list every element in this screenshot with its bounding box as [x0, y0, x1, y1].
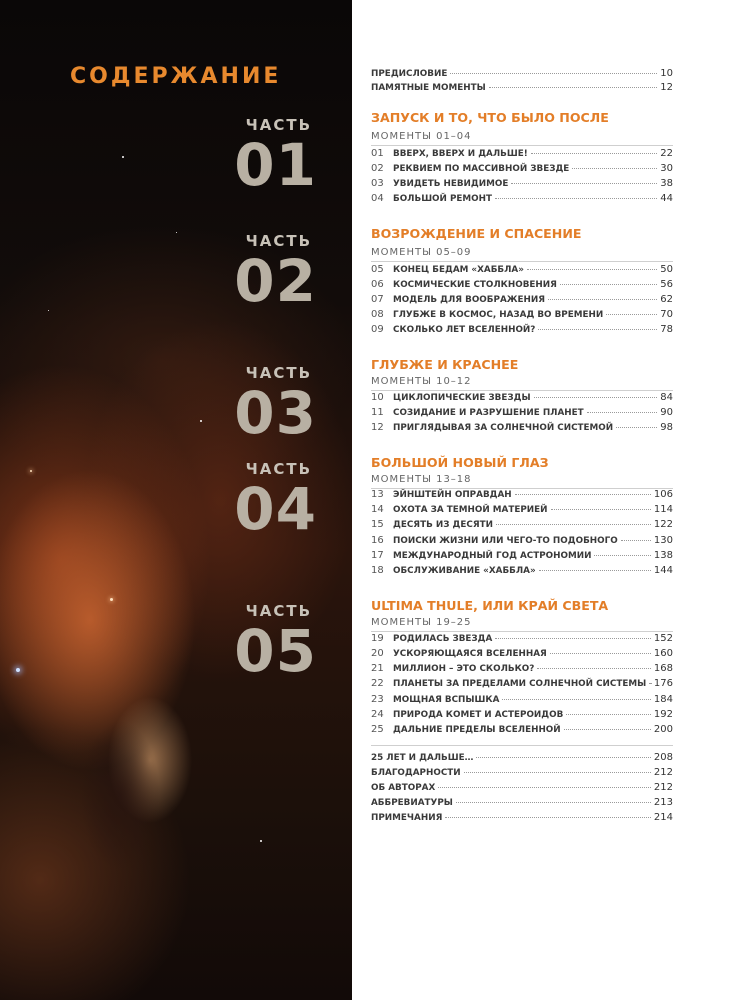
dust-pillar — [80, 720, 160, 870]
section-title[interactable]: ГЛУБЖЕ И КРАСНЕЕ — [371, 357, 519, 372]
entry-label: 25 ЛЕТ И ДАЛЬШЕ… — [371, 753, 474, 763]
leader-dots — [534, 396, 658, 398]
part-number: 02 — [234, 247, 317, 315]
entry-page: 50 — [660, 264, 673, 275]
toc-entry[interactable] — [371, 565, 673, 579]
entry-number: 14 — [371, 504, 384, 515]
contents-panel — [352, 0, 741, 1000]
entry-label: МИЛЛИОН – ЭТО СКОЛЬКО? — [393, 664, 535, 674]
toc-entry[interactable] — [371, 678, 673, 692]
entry-page: 22 — [660, 148, 673, 159]
section-moments: МОМЕНТЫ 13–18 — [371, 474, 472, 485]
entry-page: 144 — [653, 565, 673, 576]
entry-page: 122 — [653, 519, 673, 530]
entry-page: 212 — [653, 782, 673, 793]
toc-entry[interactable] — [371, 193, 673, 207]
entry-label: ПАМЯТНЫЕ МОМЕНТЫ — [371, 83, 486, 93]
leader-dots — [531, 152, 658, 154]
entry-number: 06 — [371, 279, 384, 290]
leader-dots — [616, 426, 657, 428]
leader-dots — [495, 637, 651, 639]
leader-dots — [587, 411, 658, 413]
entry-number: 21 — [371, 663, 384, 674]
toc-entry-preface[interactable] — [371, 68, 673, 82]
toc-entry[interactable] — [371, 663, 673, 677]
section-title[interactable]: БОЛЬШОЙ НОВЫЙ ГЛАЗ — [371, 455, 549, 470]
entry-label: СКОЛЬКО ЛЕТ ВСЕЛЕННОЙ? — [393, 325, 536, 335]
toc-entry[interactable] — [371, 407, 673, 421]
toc-entry-back[interactable] — [371, 752, 673, 766]
entry-label: ПРИГЛЯДЫВАЯ ЗА СОЛНЕЧНОЙ СИСТЕМОЙ — [393, 423, 614, 433]
entry-label: УВИДЕТЬ НЕВИДИМОЕ — [393, 179, 509, 189]
part-number: 03 — [234, 379, 317, 447]
entry-label: ПРЕДИСЛОВИЕ — [371, 69, 448, 79]
entry-page: 152 — [653, 633, 673, 644]
part-label: ЧАСТЬ — [245, 602, 312, 620]
entry-label: ПРИМЕЧАНИЯ — [371, 813, 443, 823]
part-label: ЧАСТЬ — [245, 116, 312, 134]
part-label: ЧАСТЬ — [245, 460, 312, 478]
entry-label: БОЛЬШОЙ РЕМОНТ — [393, 194, 493, 204]
entry-page: 78 — [660, 324, 673, 335]
leader-dots — [445, 816, 651, 818]
entry-label: ВВЕРХ, ВВЕРХ И ДАЛЬШЕ! — [393, 149, 528, 159]
leader-dots — [538, 328, 657, 330]
leader-dots — [476, 756, 650, 758]
leader-dots — [566, 713, 651, 715]
toc-entry[interactable] — [371, 535, 673, 549]
section-title[interactable]: ЗАПУСК И ТО, ЧТО БЫЛО ПОСЛЕ — [371, 110, 609, 125]
toc-entry[interactable] — [371, 324, 673, 338]
entry-label: МЕЖДУНАРОДНЫЙ ГОД АСТРОНОМИИ — [393, 551, 592, 561]
entry-page: 114 — [653, 504, 673, 515]
section-moments: МОМЕНТЫ 10–12 — [371, 376, 472, 387]
entry-label: РЕКВИЕМ ПО МАССИВНОЙ ЗВЕЗДЕ — [393, 164, 570, 174]
star — [48, 310, 49, 311]
space-image-panel — [0, 0, 352, 1000]
entry-page: 208 — [653, 752, 673, 763]
entry-page: 62 — [660, 294, 673, 305]
toc-entry[interactable] — [371, 489, 673, 503]
entry-number: 09 — [371, 324, 384, 335]
entry-number: 19 — [371, 633, 384, 644]
entry-page: 10 — [660, 68, 673, 79]
leader-dots — [550, 652, 651, 654]
divider — [371, 390, 673, 391]
entry-page: 38 — [660, 178, 673, 189]
entry-page: 184 — [653, 694, 673, 705]
entry-number: 18 — [371, 565, 384, 576]
section-moments: МОМЕНТЫ 19–25 — [371, 617, 472, 628]
entry-page: 168 — [653, 663, 673, 674]
entry-label: ОБ АВТОРАХ — [371, 783, 436, 793]
entry-number: 08 — [371, 309, 384, 320]
entry-label: РОДИЛАСЬ ЗВЕЗДА — [393, 634, 493, 644]
entry-number: 01 — [371, 148, 384, 159]
toc-entry[interactable] — [371, 422, 673, 436]
star — [16, 668, 20, 672]
entry-number: 13 — [371, 489, 384, 500]
entry-label: ПОИСКИ ЖИЗНИ ИЛИ ЧЕГО-ТО ПОДОБНОГО — [393, 536, 618, 546]
entry-label: ЭЙНШТЕЙН ОПРАВДАН — [393, 490, 512, 500]
toc-entry[interactable] — [371, 519, 673, 533]
toc-entry[interactable] — [371, 392, 673, 406]
entry-number: 05 — [371, 264, 384, 275]
entry-page: 56 — [660, 279, 673, 290]
entry-label: СОЗИДАНИЕ И РАЗРУШЕНИЕ ПЛАНЕТ — [393, 408, 584, 418]
entry-page: 130 — [653, 535, 673, 546]
toc-entry-back[interactable] — [371, 812, 673, 826]
toc-entry[interactable] — [371, 550, 673, 564]
star — [30, 470, 32, 472]
entry-page: 176 — [653, 678, 673, 689]
leader-dots — [438, 786, 651, 788]
entry-number: 10 — [371, 392, 384, 403]
entry-page: 98 — [660, 422, 673, 433]
divider — [371, 145, 673, 146]
leader-dots — [511, 182, 657, 184]
leader-dots — [551, 508, 651, 510]
toc-title: СОДЕРЖАНИЕ — [70, 64, 282, 89]
entry-label: ПРИРОДА КОМЕТ И АСТЕРОИДОВ — [393, 710, 564, 720]
leader-dots — [560, 283, 657, 285]
entry-label: УСКОРЯЮЩАЯСЯ ВСЕЛЕННАЯ — [393, 649, 547, 659]
part-label: ЧАСТЬ — [245, 232, 312, 250]
toc-entry[interactable] — [371, 264, 673, 278]
entry-page: 200 — [653, 724, 673, 735]
leader-dots — [496, 523, 651, 525]
entry-page: 213 — [653, 797, 673, 808]
entry-label: АББРЕВИАТУРЫ — [371, 798, 453, 808]
leader-dots — [502, 698, 651, 700]
entry-number: 22 — [371, 678, 384, 689]
leader-dots — [621, 539, 651, 541]
entry-label: КОСМИЧЕСКИЕ СТОЛКНОВЕНИЯ — [393, 280, 557, 290]
entry-number: 25 — [371, 724, 384, 735]
toc-entry-back[interactable] — [371, 782, 673, 796]
toc-entry[interactable] — [371, 694, 673, 708]
toc-entry[interactable] — [371, 648, 673, 662]
leader-dots — [515, 493, 651, 495]
entry-number: 17 — [371, 550, 384, 561]
toc-entry[interactable] — [371, 633, 673, 647]
leader-dots — [527, 268, 657, 270]
leader-dots — [548, 298, 657, 300]
entry-number: 12 — [371, 422, 384, 433]
entry-page: 212 — [653, 767, 673, 778]
toc-entry[interactable] — [371, 504, 673, 518]
entry-number: 03 — [371, 178, 384, 189]
part-number: 01 — [234, 131, 317, 199]
entry-number: 20 — [371, 648, 384, 659]
entry-label: ЦИКЛОПИЧЕСКИЕ ЗВЕЗДЫ — [393, 393, 531, 403]
leader-dots — [450, 72, 657, 74]
entry-label: МОДЕЛЬ ДЛЯ ВООБРАЖЕНИЯ — [393, 295, 546, 305]
entry-page: 12 — [660, 82, 673, 93]
entry-label: ОХОТА ЗА ТЕМНОЙ МАТЕРИЕЙ — [393, 505, 548, 515]
leader-dots — [649, 682, 651, 684]
entry-label: ПЛАНЕТЫ ЗА ПРЕДЕЛАМИ СОЛНЕЧНОЙ СИСТЕМЫ — [393, 679, 647, 689]
toc-entry-back[interactable] — [371, 797, 673, 811]
entry-label: ДАЛЬНИЕ ПРЕДЕЛЫ ВСЕЛЕННОЙ — [393, 725, 561, 735]
entry-label: БЛАГОДАРНОСТИ — [371, 768, 461, 778]
entry-page: 160 — [653, 648, 673, 659]
toc-entry[interactable] — [371, 309, 673, 323]
section-title[interactable]: ULTIMA THULE, ИЛИ КРАЙ СВЕТА — [371, 598, 609, 613]
section-title[interactable]: ВОЗРОЖДЕНИЕ И СПАСЕНИЕ — [371, 226, 582, 241]
entry-number: 07 — [371, 294, 384, 305]
section-moments: МОМЕНТЫ 05–09 — [371, 247, 472, 258]
entry-label: МОЩНАЯ ВСПЫШКА — [393, 695, 500, 705]
entry-number: 02 — [371, 163, 384, 174]
part-label: ЧАСТЬ — [245, 364, 312, 382]
toc-entry-back[interactable] — [371, 767, 673, 781]
leader-dots — [572, 167, 657, 169]
entry-page: 44 — [660, 193, 673, 204]
toc-entry[interactable] — [371, 724, 673, 738]
entry-number: 24 — [371, 709, 384, 720]
toc-entry[interactable] — [371, 163, 673, 177]
toc-entry[interactable] — [371, 178, 673, 192]
leader-dots — [456, 801, 651, 803]
part-number: 04 — [234, 475, 317, 543]
entry-page: 84 — [660, 392, 673, 403]
leader-dots — [539, 569, 651, 571]
leader-dots — [606, 313, 657, 315]
entry-number: 23 — [371, 694, 384, 705]
part-number: 05 — [234, 617, 317, 685]
entry-page: 192 — [653, 709, 673, 720]
entry-page: 214 — [653, 812, 673, 823]
entry-number: 11 — [371, 407, 384, 418]
entry-page: 70 — [660, 309, 673, 320]
entry-label: КОНЕЦ БЕДАМ «ХАББЛА» — [393, 265, 524, 275]
entry-label: ГЛУБЖЕ В КОСМОС, НАЗАД ВО ВРЕМЕНИ — [393, 310, 604, 320]
star — [260, 840, 262, 842]
leader-dots — [564, 728, 651, 730]
entry-number: 04 — [371, 193, 384, 204]
entry-page: 106 — [653, 489, 673, 500]
leader-dots — [489, 86, 658, 88]
toc-entry[interactable] — [371, 294, 673, 308]
leader-dots — [537, 667, 651, 669]
section-moments: МОМЕНТЫ 01–04 — [371, 131, 472, 142]
toc-entry-moments[interactable] — [371, 82, 673, 96]
entry-page: 138 — [653, 550, 673, 561]
divider — [371, 745, 673, 746]
entry-page: 90 — [660, 407, 673, 418]
leader-dots — [594, 554, 650, 556]
leader-dots — [464, 771, 651, 773]
entry-label: ОБСЛУЖИВАНИЕ «ХАББЛА» — [393, 566, 536, 576]
entry-label: ДЕСЯТЬ ИЗ ДЕСЯТИ — [393, 520, 493, 530]
entry-number: 16 — [371, 535, 384, 546]
divider — [371, 261, 673, 262]
toc-entry[interactable] — [371, 709, 673, 723]
star — [110, 598, 113, 601]
leader-dots — [495, 197, 657, 199]
entry-page: 30 — [660, 163, 673, 174]
divider — [371, 631, 673, 632]
toc-entry[interactable] — [371, 279, 673, 293]
entry-number: 15 — [371, 519, 384, 530]
toc-entry[interactable] — [371, 148, 673, 162]
